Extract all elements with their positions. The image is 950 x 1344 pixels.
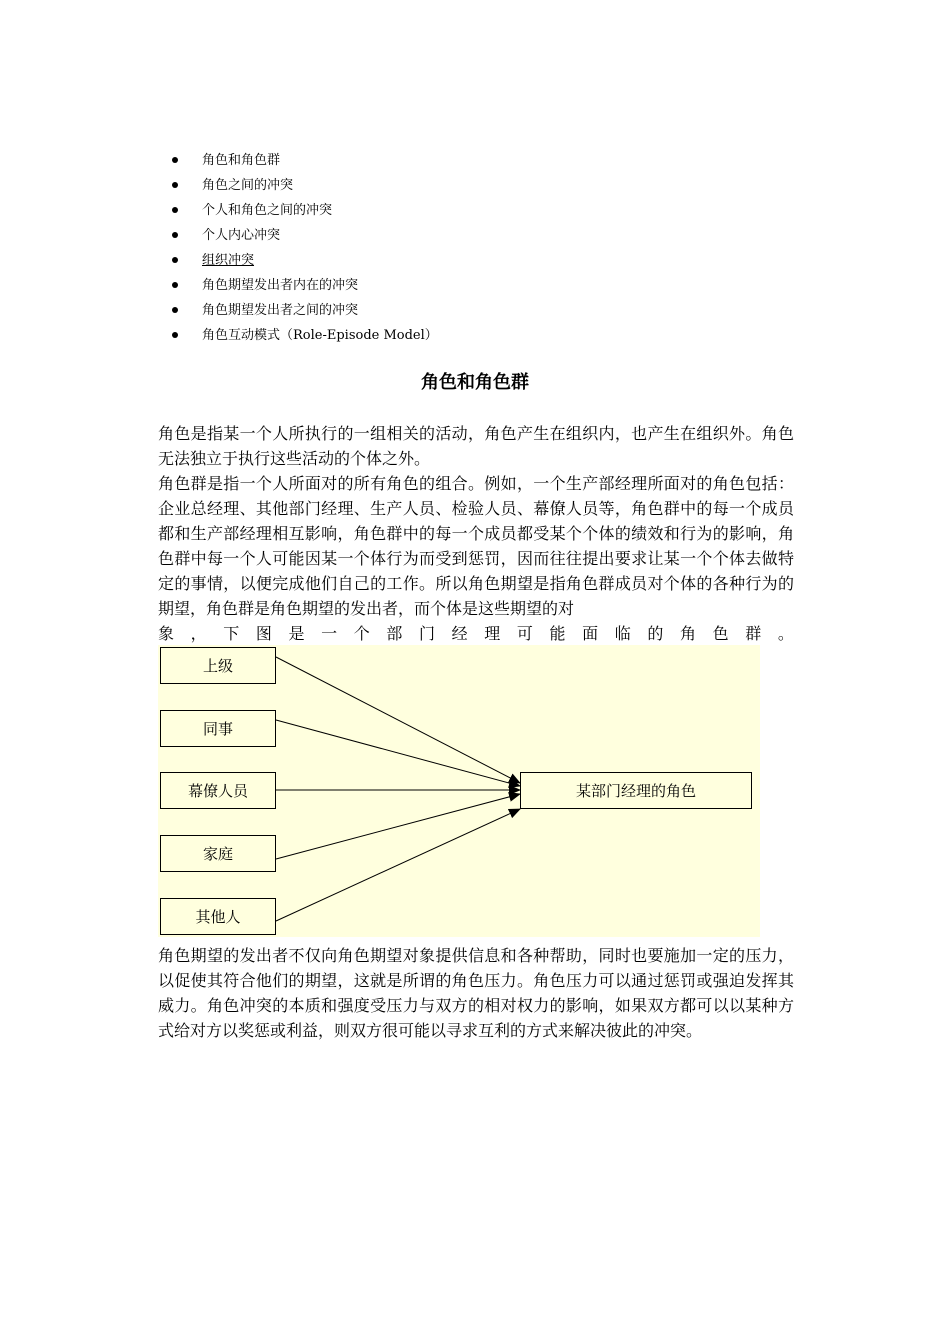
toc-item [172, 198, 438, 223]
spread-char: 图 [255, 624, 272, 643]
arrow-line [276, 809, 520, 921]
toc-item [172, 273, 438, 298]
spread-char: 群 [745, 624, 762, 643]
toc-item [172, 298, 438, 323]
source-box-staff: 幕僚人员 [160, 772, 276, 809]
paragraph-role-set-text: 角色群是指一个人所面对的所有角色的组合。例如，一个生产部经理所面对的角色包括：企业总经理、其他部门经理、生产人员、检验人员、幕僚人员等，角色群中的每一个成员都和生产部经理相互影响，角色群中的每一个成员都受某个个体的绩效和行为的影响，角色群中每一个人可能因某一个体行为而受到惩罚，因而往往提出要求让某一个个体去做特定的事情，以便完成他们自己的工作。所以角色期望是指角色群成员对个体的各种行为的期望，角色群是角色期望的发出者，而个体是这些期望的对 [158, 474, 794, 618]
spread-char: 部 [386, 624, 403, 643]
spread-char: 的 [647, 624, 664, 643]
spread-char: 经 [451, 624, 468, 643]
bullet-icon [172, 182, 178, 188]
spread-char: 色 [712, 624, 729, 643]
toc-item-label: 个人和角色之间的冲突 [202, 203, 333, 218]
bullet-icon [172, 332, 178, 338]
paragraph-role-set [158, 471, 794, 646]
role-set-diagram [158, 645, 760, 937]
bullet-icon [172, 207, 178, 213]
spread-char: 门 [419, 624, 436, 643]
spread-char: 面 [582, 624, 599, 643]
section-title: 角色和角色群 [421, 372, 529, 393]
arrow-line [276, 794, 520, 859]
bullet-icon [172, 307, 178, 313]
toc-item-link[interactable]: 组织冲突 [202, 253, 255, 268]
toc-item-label: 角色和角色群 [202, 153, 281, 168]
source-box-superior: 上级 [160, 647, 276, 684]
bullet-icon [172, 282, 178, 288]
source-box-colleague: 同事 [160, 710, 276, 747]
toc-item[interactable] [172, 248, 438, 273]
source-box-others: 其他人 [160, 898, 276, 935]
toc-item [172, 173, 438, 198]
bullet-icon [172, 257, 178, 263]
arrow-line [276, 657, 520, 783]
toc-item-label: 角色互动模式（Role-Episode Model） [202, 328, 438, 343]
spread-char: 象 [158, 624, 175, 643]
target-box-manager-role: 某部门经理的角色 [520, 772, 752, 809]
toc-item [172, 148, 438, 173]
toc-item [172, 323, 438, 348]
spread-char: 一 [321, 624, 338, 643]
spread-char: 下 [223, 624, 240, 643]
bullet-icon [172, 157, 178, 163]
arrow-line [276, 720, 520, 786]
toc-item [172, 223, 438, 248]
bullet-icon [172, 232, 178, 238]
spread-char: 可 [516, 624, 533, 643]
spread-char: 。 [777, 624, 794, 643]
spread-char: 临 [614, 624, 631, 643]
toc-item-label: 角色期望发出者之间的冲突 [202, 303, 359, 318]
paragraph-role-definition: 角色是指某一个人所执行的一组相关的活动，角色产生在组织内，也产生在组织外。角色无法独立于执行这些活动的个体之外。 [158, 424, 794, 468]
paragraph-role-set-last-line [158, 621, 794, 646]
source-box-family: 家庭 [160, 835, 276, 872]
table-of-contents [172, 148, 438, 348]
spread-char: 能 [549, 624, 566, 643]
spread-char: 是 [288, 624, 305, 643]
spread-char: ， [190, 624, 207, 643]
toc-item-label: 角色之间的冲突 [202, 178, 294, 193]
paragraph-role-pressure: 角色期望的发出者不仅向角色期望对象提供信息和各种帮助，同时也要施加一定的压力，以促使其符合他们的期望，这就是所谓的角色压力。角色压力可以通过惩罚或强迫发挥其威力。角色冲突的本质和强度受压力与双方的相对权力的影响，如果双方都可以以某种方式给对方以奖惩或利益，则双方很可能以寻求互利的方式来解决彼此的冲突。 [158, 946, 794, 1040]
spread-char: 个 [353, 624, 370, 643]
toc-item-label: 个人内心冲突 [202, 228, 281, 243]
spread-char: 角 [680, 624, 697, 643]
spread-char: 理 [484, 624, 501, 643]
toc-item-label: 角色期望发出者内在的冲突 [202, 278, 359, 293]
